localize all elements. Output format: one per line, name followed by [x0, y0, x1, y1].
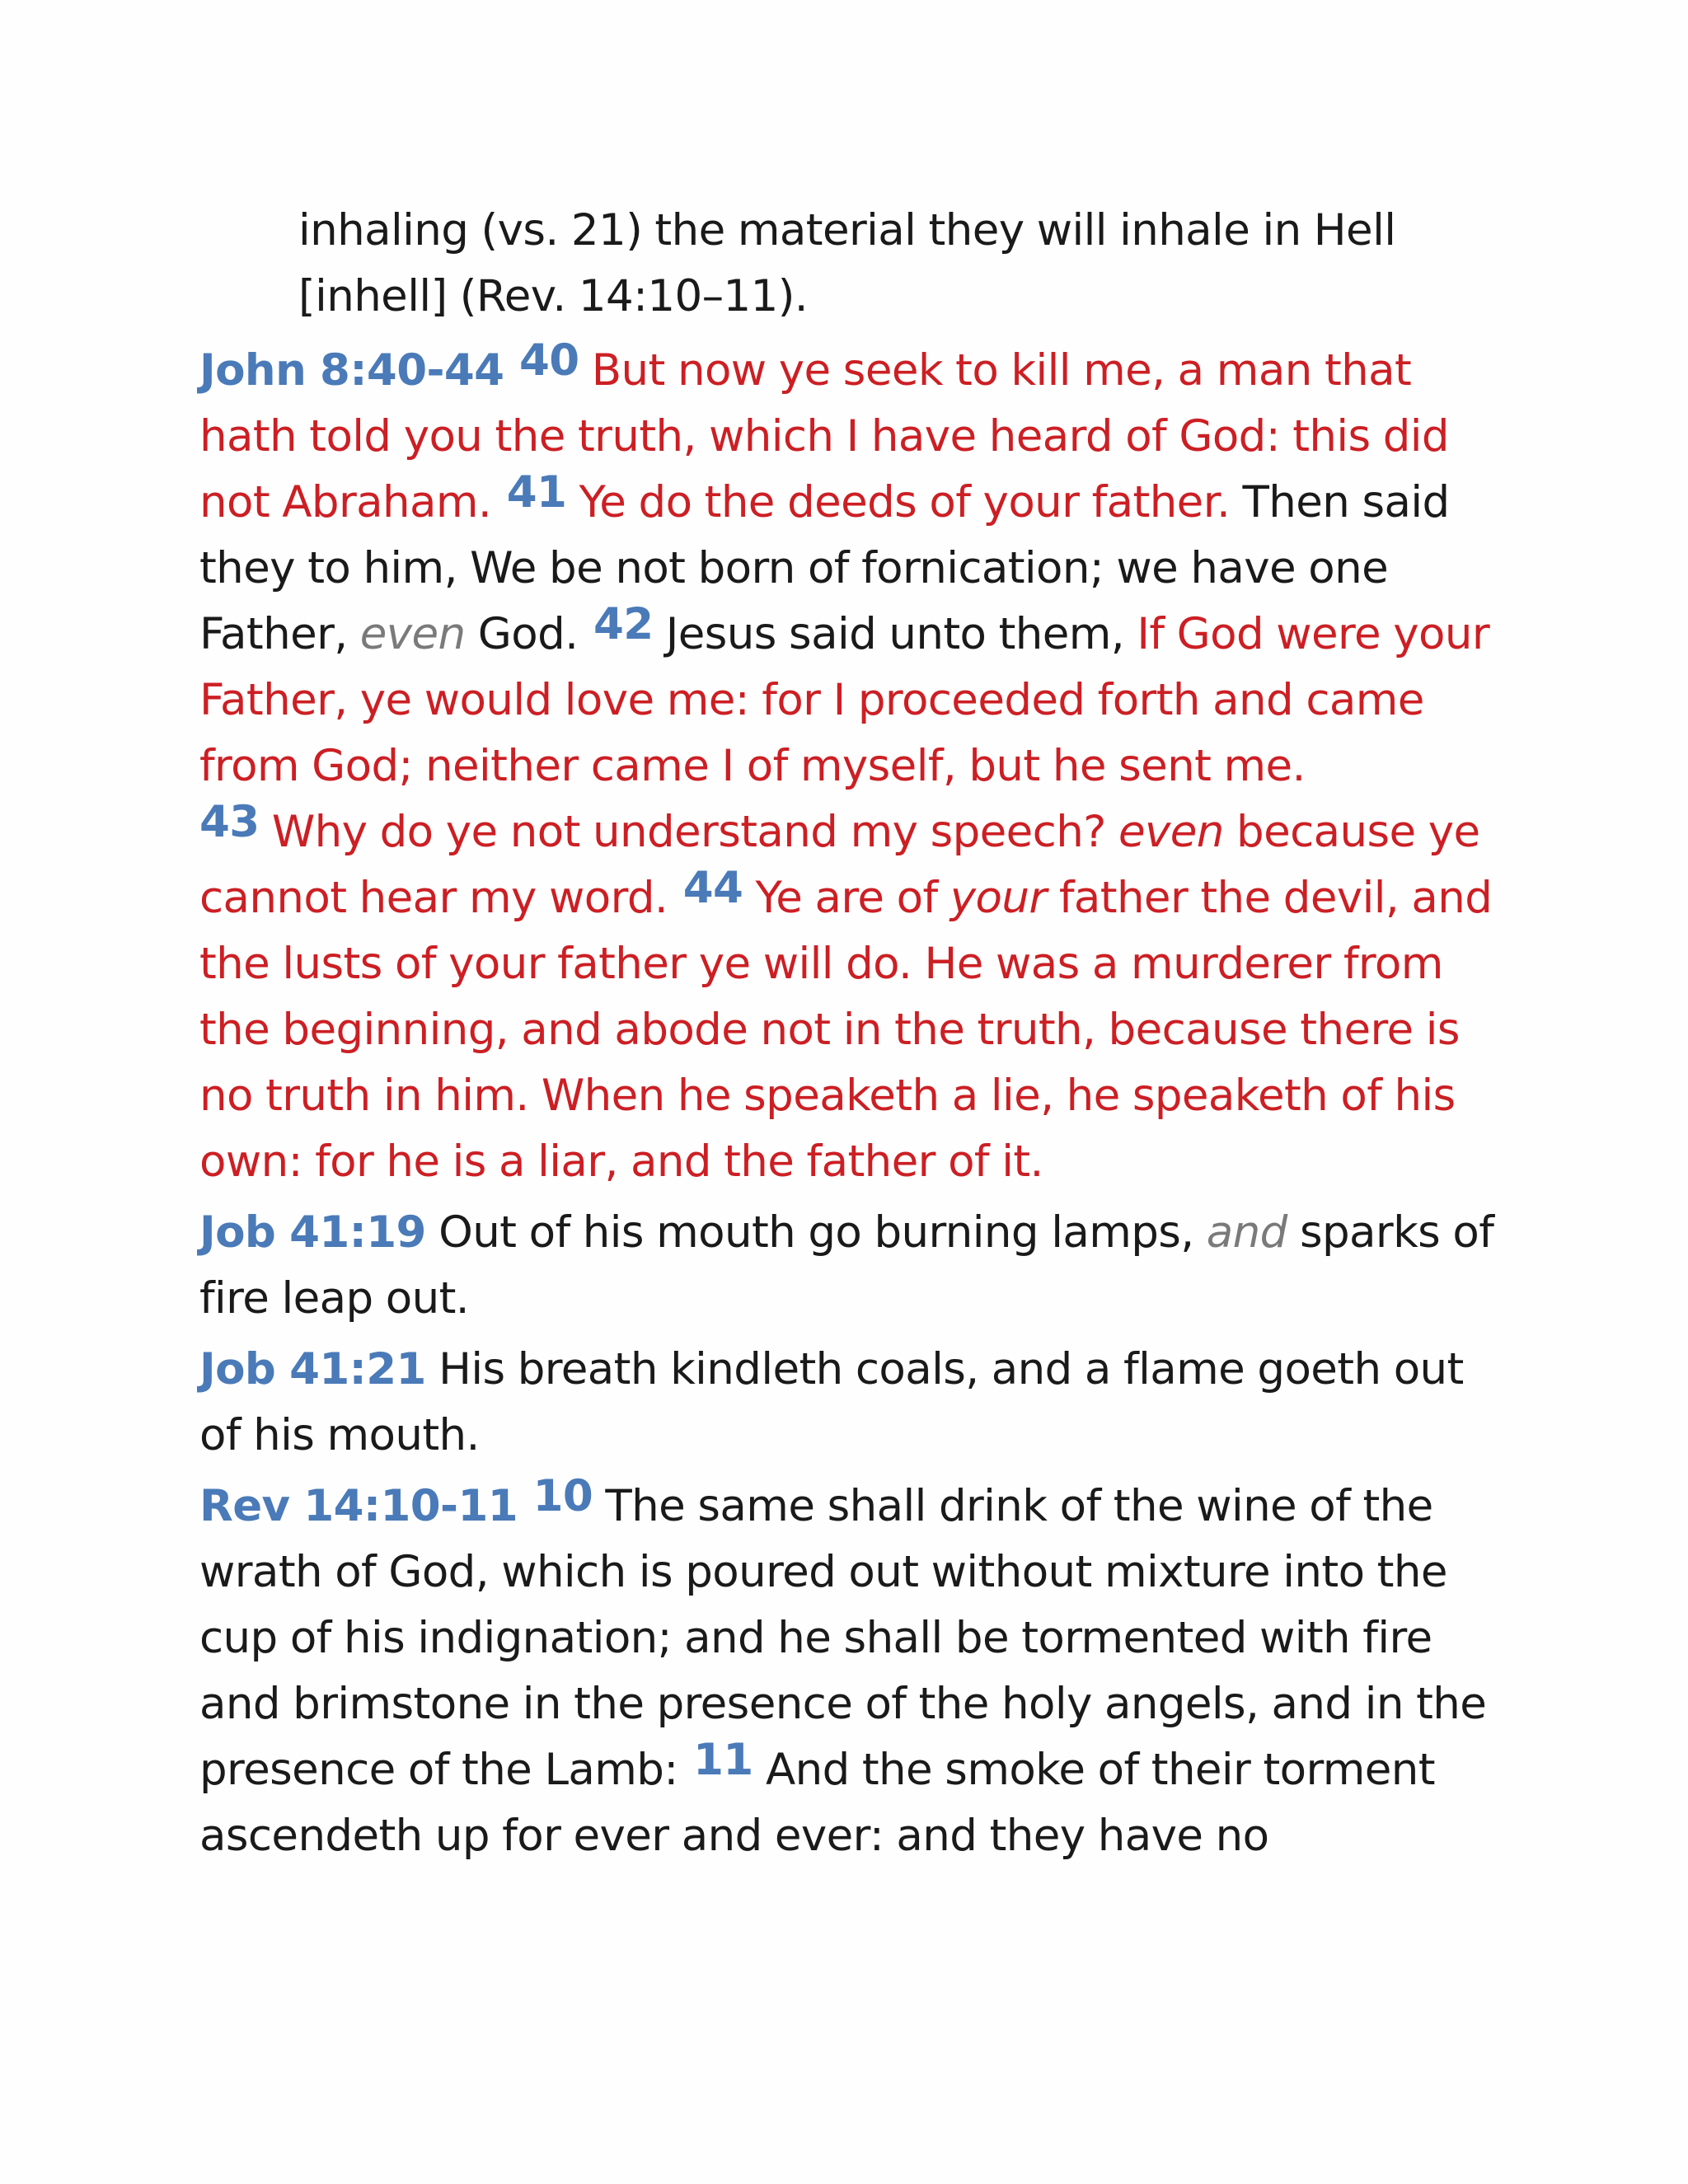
supplied-word: even: [1118, 807, 1224, 857]
words-of-christ: Ye do the deeds of your father.: [579, 477, 1231, 527]
scripture-reference: Rev 14:10-11: [199, 1481, 518, 1531]
verse-number: 43: [199, 797, 260, 848]
intro-text: inhaling (vs. 21) the material they will inhale in Hell [inhell] (Rev. 14:10–11).: [298, 205, 1396, 321]
supplied-word: even: [359, 609, 466, 659]
words-of-christ: But now ye seek to kill me, a man that hath told you the truth, which I have heard of God: this did not Abraham.: [199, 345, 1449, 527]
verse-number: 42: [593, 599, 654, 650]
scripture-reference: Job 41:19: [199, 1207, 426, 1258]
verse-text: Out of his mouth go burning lamps,: [438, 1207, 1194, 1258]
intro-paragraph: [199, 198, 1502, 330]
verse-text: And the smoke of their torment ascendeth up for ever and ever: and they have no: [199, 1745, 1435, 1861]
verse-text: His breath kindleth coals, and a flame goeth out of his mouth.: [199, 1344, 1464, 1460]
words-of-christ: father the devil, and the lusts of your father ye will do. He was a murderer from the beginning, and abode not in the truth, because there is no truth in him. When he speaketh a lie, he speaketh of his own: for he is a liar, and the father of it.: [199, 873, 1493, 1187]
verse-text: God.: [477, 609, 579, 659]
verse-number: 10: [532, 1471, 593, 1522]
supplied-word: your: [950, 873, 1047, 923]
words-of-christ: Why do ye not understand my speech?: [271, 807, 1106, 857]
verse-text: The same shall drink of the wine of the wrath of God, which is poured out without mixture into the cup of his indignation; and he shall be tormented with fire and brimstone in the presence of the holy angels, and in the presence of the Lamb:: [199, 1481, 1487, 1795]
verse-text: sparks of fire leap out.: [199, 1207, 1494, 1324]
verse-text: Jesus said unto them,: [665, 609, 1125, 659]
scripture-reference: Job 41:21: [199, 1344, 426, 1394]
scripture-reference: John 8:40-44: [199, 345, 504, 396]
passage-john-8-40-44: [199, 335, 1502, 1195]
verse-text: Then said they to him, We be not born of fornication; we have one Father,: [199, 477, 1450, 659]
page-content: [199, 198, 1502, 1874]
passage-rev-14-10-11: [199, 1471, 1502, 1869]
verse-number: 44: [682, 863, 743, 914]
words-of-christ: If God were your Father, ye would love me: for I proceeded forth and came from God; neither came I of myself, but he sent me.: [199, 609, 1490, 791]
verse-number: 40: [518, 335, 579, 387]
supplied-word: and: [1206, 1207, 1287, 1258]
passage-job-41-19: [199, 1200, 1502, 1332]
verse-number: 11: [693, 1735, 753, 1786]
words-of-christ: Ye are of: [755, 873, 938, 923]
words-of-christ: because ye cannot hear my word.: [199, 807, 1480, 923]
passage-job-41-21: [199, 1337, 1502, 1469]
verse-number: 41: [506, 467, 567, 518]
